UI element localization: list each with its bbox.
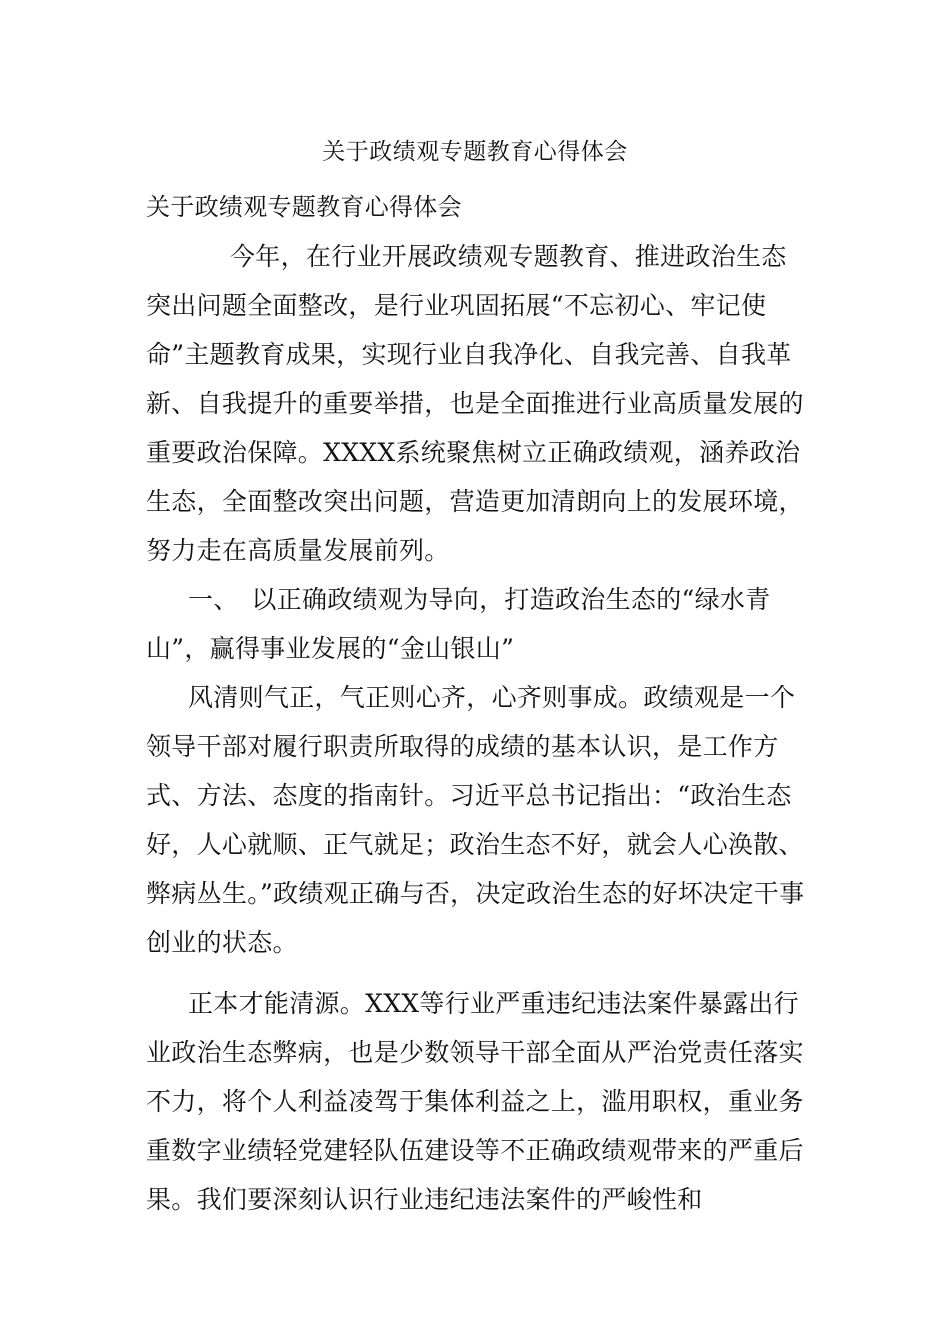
paragraph-intro: 今年，在行业开展政绩观专题教育、推进政治生态突出问题全面整改，是行业巩固拓展“不忘初心、牢记使命”主题教育成果，实现行业自我净化、自我完善、自我革新、自我提升的重要举措，也是全面推进行业高质量发展的重要政治保障。XXXX系统聚焦树立正确政绩观，涵养政治生态，全面整改突出问题，营造更加清朗向上的发展环境，努力走在高质量发展前列。 <box>146 242 804 565</box>
document-body <box>146 183 806 1224</box>
document-title: 关于政绩观专题教育心得体会 <box>322 139 628 165</box>
paragraph-rectification: 正本才能清源。XXX等行业严重违纪违法案件暴露出行业政治生态弊病，也是少数领导干部全面从严治党责任落实不力，将个人利益凌驾于集体利益之上，滥用职权，重业务重数字业绩轻党建轻队伍建设等不正确政绩观带来的严重后果。我们要深刻认识行业违纪违法案件的严峻性和 <box>146 989 804 1214</box>
document-subtitle: 关于政绩观专题教育心得体会 <box>146 193 462 221</box>
section-heading-1: 一、 以正确政绩观为导向，打造政治生态的“绿水青山”，赢得事业发展的“金山银山” <box>146 585 771 663</box>
paragraph-political-ecology: 风清则气正，气正则心齐，心齐则事成。政绩观是一个领导干部对履行职责所取得的成绩的基本认识，是工作方式、方法、态度的指南针。习近平总书记指出：“政治生态好，人心就顺、正气就足；政治生态不好，就会人心涣散、弊病丛生。”政绩观正确与否，决定政治生态的好坏决定干事创业的状态。 <box>146 683 805 957</box>
